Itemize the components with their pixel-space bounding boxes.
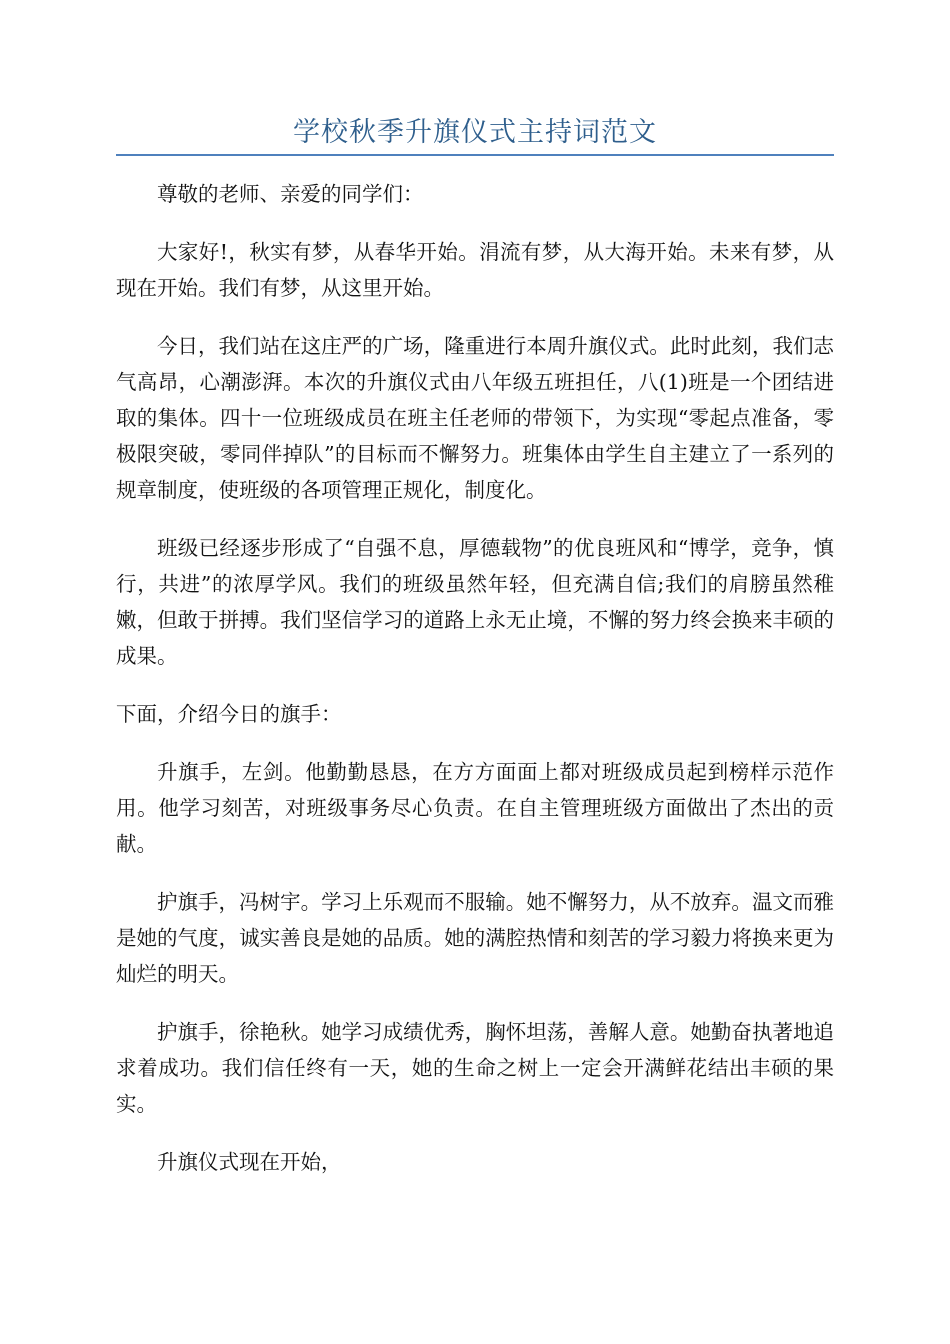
paragraph-flag-raiser: 升旗手，左剑。他勤勤恳恳，在方方面面上都对班级成员起到榜样示范作用。他学习刻苦，对班级事务尽心负责。在自主管理班级方面做出了杰出的贡献。: [116, 760, 834, 856]
title-underline: [116, 154, 834, 156]
document-body: [116, 176, 834, 1202]
paragraph-opening: 大家好!，秋实有梦，从春华开始。涓流有梦，从大海开始。未来有梦，从现在开始。我们有梦，从这里开始。: [116, 240, 834, 300]
paragraph-ceremony-start: 升旗仪式现在开始，: [157, 1150, 342, 1174]
document-title: 学校秋季升旗仪式主持词范文: [293, 117, 657, 148]
paragraph-greeting: 尊敬的老师、亲爱的同学们：: [157, 182, 424, 206]
paragraph-flag-guard-1: 护旗手，冯树宇。学习上乐观而不服输。她不懈努力，从不放弃。温文而雅是她的气度，诚实善良是她的品质。她的满腔热情和刻苦的学习毅力将换来更为灿烂的明天。: [116, 890, 834, 986]
paragraph-flag-guard-2: 护旗手，徐艳秋。她学习成绩优秀，胸怀坦荡，善解人意。她勤奋执著地追求着成功。我们信任终有一天，她的生命之树上一定会开满鲜花结出丰硕的果实。: [116, 1020, 834, 1116]
paragraph-ceremony-intro: 今日，我们站在这庄严的广场，隆重进行本周升旗仪式。此时此刻，我们志气高昂，心潮澎湃。本次的升旗仪式由八年级五班担任，八(1)班是一个团结进取的集体。四十一位班级成员在班主任老师的带领下，为实现“零起点准备，零极限突破，零同伴掉队”的目标而不懈努力。班集体由学生自主建立了一系列的规章制度，使班级的各项管理正规化，制度化。: [116, 334, 834, 502]
paragraph-class-spirit: 班级已经逐步形成了“自强不息，厚德载物”的优良班风和“博学，竞争，慎行，共进”的浓厚学风。我们的班级虽然年轻，但充满自信;我们的肩膀虽然稚嫩，但敢于拼搏。我们坚信学习的道路上永无止境，不懈的努力终会换来丰硕的成果。: [116, 536, 834, 668]
paragraph-flag-bearers-intro: 下面，介绍今日的旗手：: [116, 702, 342, 726]
